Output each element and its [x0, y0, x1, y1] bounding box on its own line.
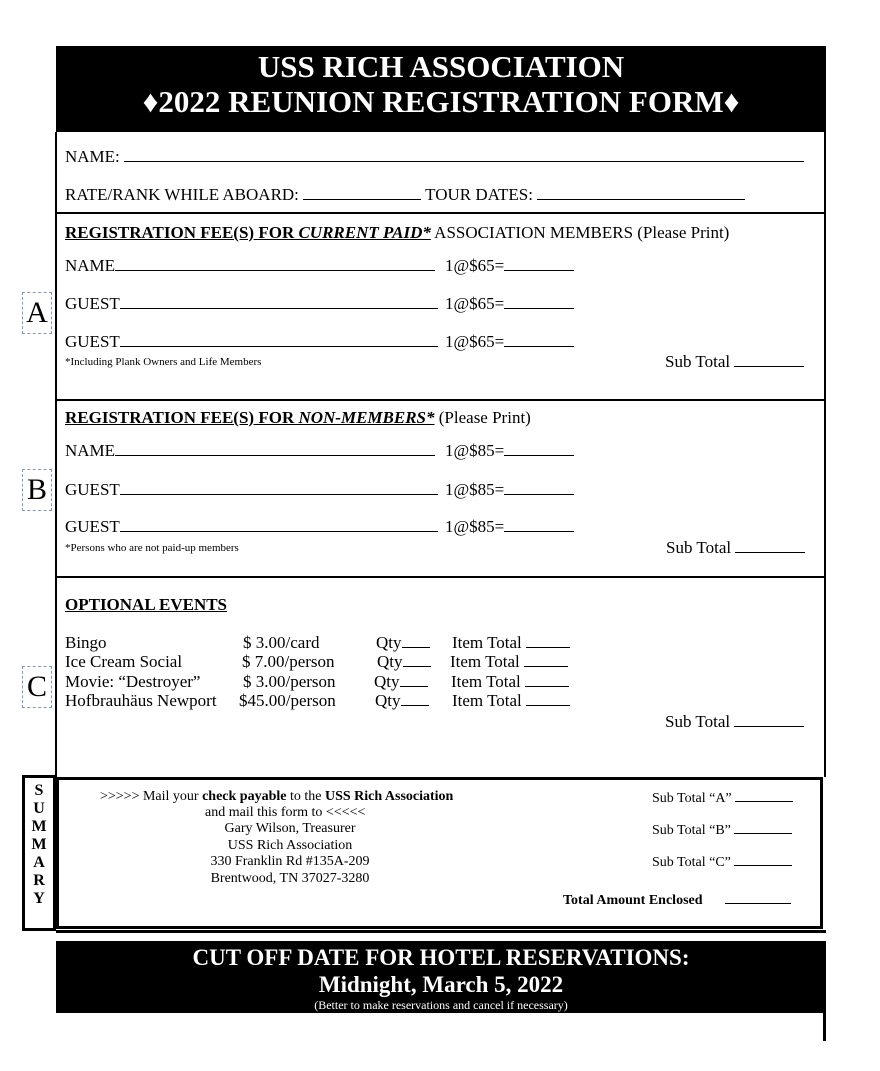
qty-label: Qty — [377, 652, 403, 671]
row-label: GUEST — [65, 294, 120, 313]
row-label: NAME — [65, 256, 116, 275]
section-b-row — [65, 480, 438, 500]
fee-label: 1@$85= — [445, 517, 505, 536]
fee-input[interactable] — [504, 332, 574, 347]
row-label: GUEST — [65, 480, 120, 499]
section-c-letter: C — [22, 666, 52, 708]
heading-italic: CURRENT PAID* — [298, 223, 431, 242]
fee-cell — [445, 256, 574, 276]
fee-cell — [445, 332, 574, 352]
item-total-input[interactable] — [526, 691, 570, 706]
subtotal-label: Sub Total — [665, 712, 731, 731]
cutoff-title: CUT OFF DATE FOR HOTEL RESERVATIONS: — [192, 945, 690, 970]
event-item-total — [452, 691, 570, 711]
section-a-subtotal — [665, 352, 804, 372]
row-label: GUEST — [65, 332, 120, 351]
name-input[interactable] — [115, 256, 435, 271]
section-a-row — [65, 256, 435, 276]
fee-label: 1@$65= — [445, 332, 505, 351]
divider — [56, 930, 826, 933]
fee-cell — [445, 517, 574, 537]
section-c-heading: OPTIONAL EVENTS — [65, 595, 228, 614]
fee-input[interactable] — [504, 517, 574, 532]
section-a-row — [65, 294, 438, 314]
heading-prefix: REGISTRATION FEE(S) FOR — [65, 223, 299, 242]
qty-label: Qty — [375, 691, 401, 710]
frame-left-border — [55, 132, 57, 777]
item-total-input[interactable] — [525, 672, 569, 687]
summary-letter: S — [34, 782, 44, 799]
mail-payee: USS Rich Association — [324, 789, 454, 804]
address-line: Brentwood, TN 37027-3280 — [210, 870, 370, 886]
guest-input[interactable] — [120, 480, 438, 495]
mail-address — [150, 821, 430, 887]
section-b-row — [65, 517, 438, 537]
tour-field[interactable] — [537, 185, 745, 200]
total-input[interactable] — [725, 891, 791, 904]
qty-label: Qty — [376, 633, 402, 652]
section-b-note: *Persons who are not paid-up members — [65, 542, 239, 554]
subtotal-label: Sub Total “C” — [652, 855, 731, 870]
mail-instruction — [100, 789, 453, 805]
cutoff-banner — [56, 941, 826, 1013]
qty-input[interactable] — [402, 633, 430, 648]
subtotal-input[interactable] — [734, 352, 804, 367]
divider — [55, 576, 826, 578]
rate-label: RATE/RANK WHILE ABOARD: — [65, 185, 299, 204]
rate-field[interactable] — [303, 185, 421, 200]
row-label: GUEST — [65, 517, 120, 536]
event-name: Ice Cream Social — [65, 652, 183, 671]
heading-suffix: (Please Print) — [434, 408, 531, 427]
event-qty — [377, 652, 431, 672]
summary-letter: M — [31, 836, 47, 853]
event-item-total — [450, 652, 568, 672]
summary-subtotal-a — [652, 789, 793, 807]
section-a-row — [65, 332, 438, 352]
frame-tail — [823, 1013, 826, 1041]
name-input[interactable] — [115, 441, 435, 456]
subtotal-input[interactable] — [735, 789, 793, 802]
address-line: USS Rich Association — [227, 837, 353, 853]
fee-input[interactable] — [504, 441, 574, 456]
subtotal-input[interactable] — [734, 712, 804, 727]
event-price: $45.00/person — [239, 691, 336, 710]
heading-prefix: REGISTRATION FEE(S) FOR — [65, 408, 299, 427]
mail-check-payable: check payable — [202, 789, 287, 804]
address-line: Gary Wilson, Treasurer — [224, 821, 356, 836]
qty-input[interactable] — [403, 652, 431, 667]
fee-label: 1@$85= — [445, 441, 505, 460]
name-row — [65, 147, 804, 167]
form-header — [56, 46, 826, 132]
divider — [55, 399, 826, 401]
name-field[interactable] — [124, 147, 804, 162]
subtotal-label: Sub Total — [665, 352, 731, 371]
section-a-heading — [65, 223, 729, 243]
fee-cell — [445, 441, 574, 461]
guest-input[interactable] — [120, 294, 438, 309]
fee-cell — [445, 294, 574, 314]
heading-italic: NON-MEMBERS* — [298, 408, 435, 427]
heading-suffix: ASSOCIATION MEMBERS (Please Print) — [430, 223, 730, 242]
subtotal-label: Sub Total “A” — [652, 791, 732, 806]
item-total-label: Item Total — [452, 633, 522, 652]
event-name: Bingo — [65, 633, 107, 652]
summary-letter: U — [33, 800, 45, 817]
total-label: Total Amount Enclosed — [563, 893, 703, 908]
guest-input[interactable] — [120, 332, 438, 347]
frame-right-border — [824, 132, 826, 777]
address-line: 330 Franklin Rd #135A-209 — [210, 854, 370, 869]
guest-input[interactable] — [120, 517, 438, 532]
summary-subtotal-c — [652, 853, 792, 871]
item-total-label: Item Total — [452, 691, 522, 710]
name-label: NAME: — [65, 147, 120, 166]
summary-letter: R — [33, 872, 45, 889]
event-qty — [375, 691, 429, 711]
qty-label: Qty — [374, 672, 400, 691]
rate-tour-row — [65, 185, 745, 205]
item-total-input[interactable] — [524, 652, 568, 667]
event-name: Movie: “Destroyer” — [65, 672, 201, 691]
qty-input[interactable] — [400, 672, 428, 687]
fee-cell — [445, 480, 574, 500]
mail-mid: to the — [286, 789, 325, 804]
header-title: USS RICH ASSOCIATION — [257, 49, 625, 84]
event-qty — [376, 633, 430, 653]
subtotal-input[interactable] — [735, 538, 805, 553]
summary-vertical-label — [22, 775, 56, 931]
summary-subtotal-b — [652, 821, 792, 839]
item-total-label: Item Total — [450, 652, 520, 671]
subtotal-input[interactable] — [734, 853, 792, 866]
header-subtitle: ♦2022 REUNION REGISTRATION FORM♦ — [142, 84, 740, 119]
subtotal-input[interactable] — [734, 821, 792, 834]
cutoff-date: Midnight, March 5, 2022 — [318, 972, 564, 997]
divider — [55, 212, 826, 214]
row-label: NAME — [65, 441, 116, 460]
section-b-row — [65, 441, 435, 461]
event-price: $ 3.00/person — [243, 672, 336, 691]
summary-letter: A — [33, 854, 45, 871]
cutoff-note: (Better to make reservations and cancel if necessary) — [314, 998, 568, 1012]
subtotal-label: Sub Total — [666, 538, 732, 557]
subtotal-label: Sub Total “B” — [652, 823, 731, 838]
mail-line2: and mail this form to <<<<< — [205, 805, 366, 820]
summary-letter: Y — [33, 890, 45, 907]
fee-label: 1@$85= — [445, 480, 505, 499]
qty-input[interactable] — [401, 691, 429, 706]
mail-prefix: >>>>> Mail your — [100, 789, 203, 804]
event-price: $ 7.00/person — [242, 652, 335, 671]
item-total-input[interactable] — [526, 633, 570, 648]
fee-input[interactable] — [504, 256, 574, 271]
tour-label: TOUR DATES: — [425, 185, 533, 204]
event-price: $ 3.00/card — [243, 633, 320, 652]
section-a-note: *Including Plank Owners and Life Members — [65, 356, 262, 368]
item-total-label: Item Total — [451, 672, 521, 691]
event-qty — [374, 672, 428, 692]
section-b-letter: B — [22, 469, 52, 511]
event-name: Hofbrauhäus Newport — [65, 691, 217, 710]
total-amount-row — [563, 891, 791, 909]
section-b-heading — [65, 408, 531, 428]
fee-label: 1@$65= — [445, 294, 505, 313]
fee-input[interactable] — [504, 480, 574, 495]
fee-label: 1@$65= — [445, 256, 505, 275]
summary-letter: M — [31, 818, 47, 835]
section-c-subtotal — [665, 712, 804, 732]
event-item-total — [452, 633, 570, 653]
section-b-subtotal — [666, 538, 805, 558]
event-item-total — [451, 672, 569, 692]
fee-input[interactable] — [504, 294, 574, 309]
section-a-letter: A — [22, 292, 52, 334]
